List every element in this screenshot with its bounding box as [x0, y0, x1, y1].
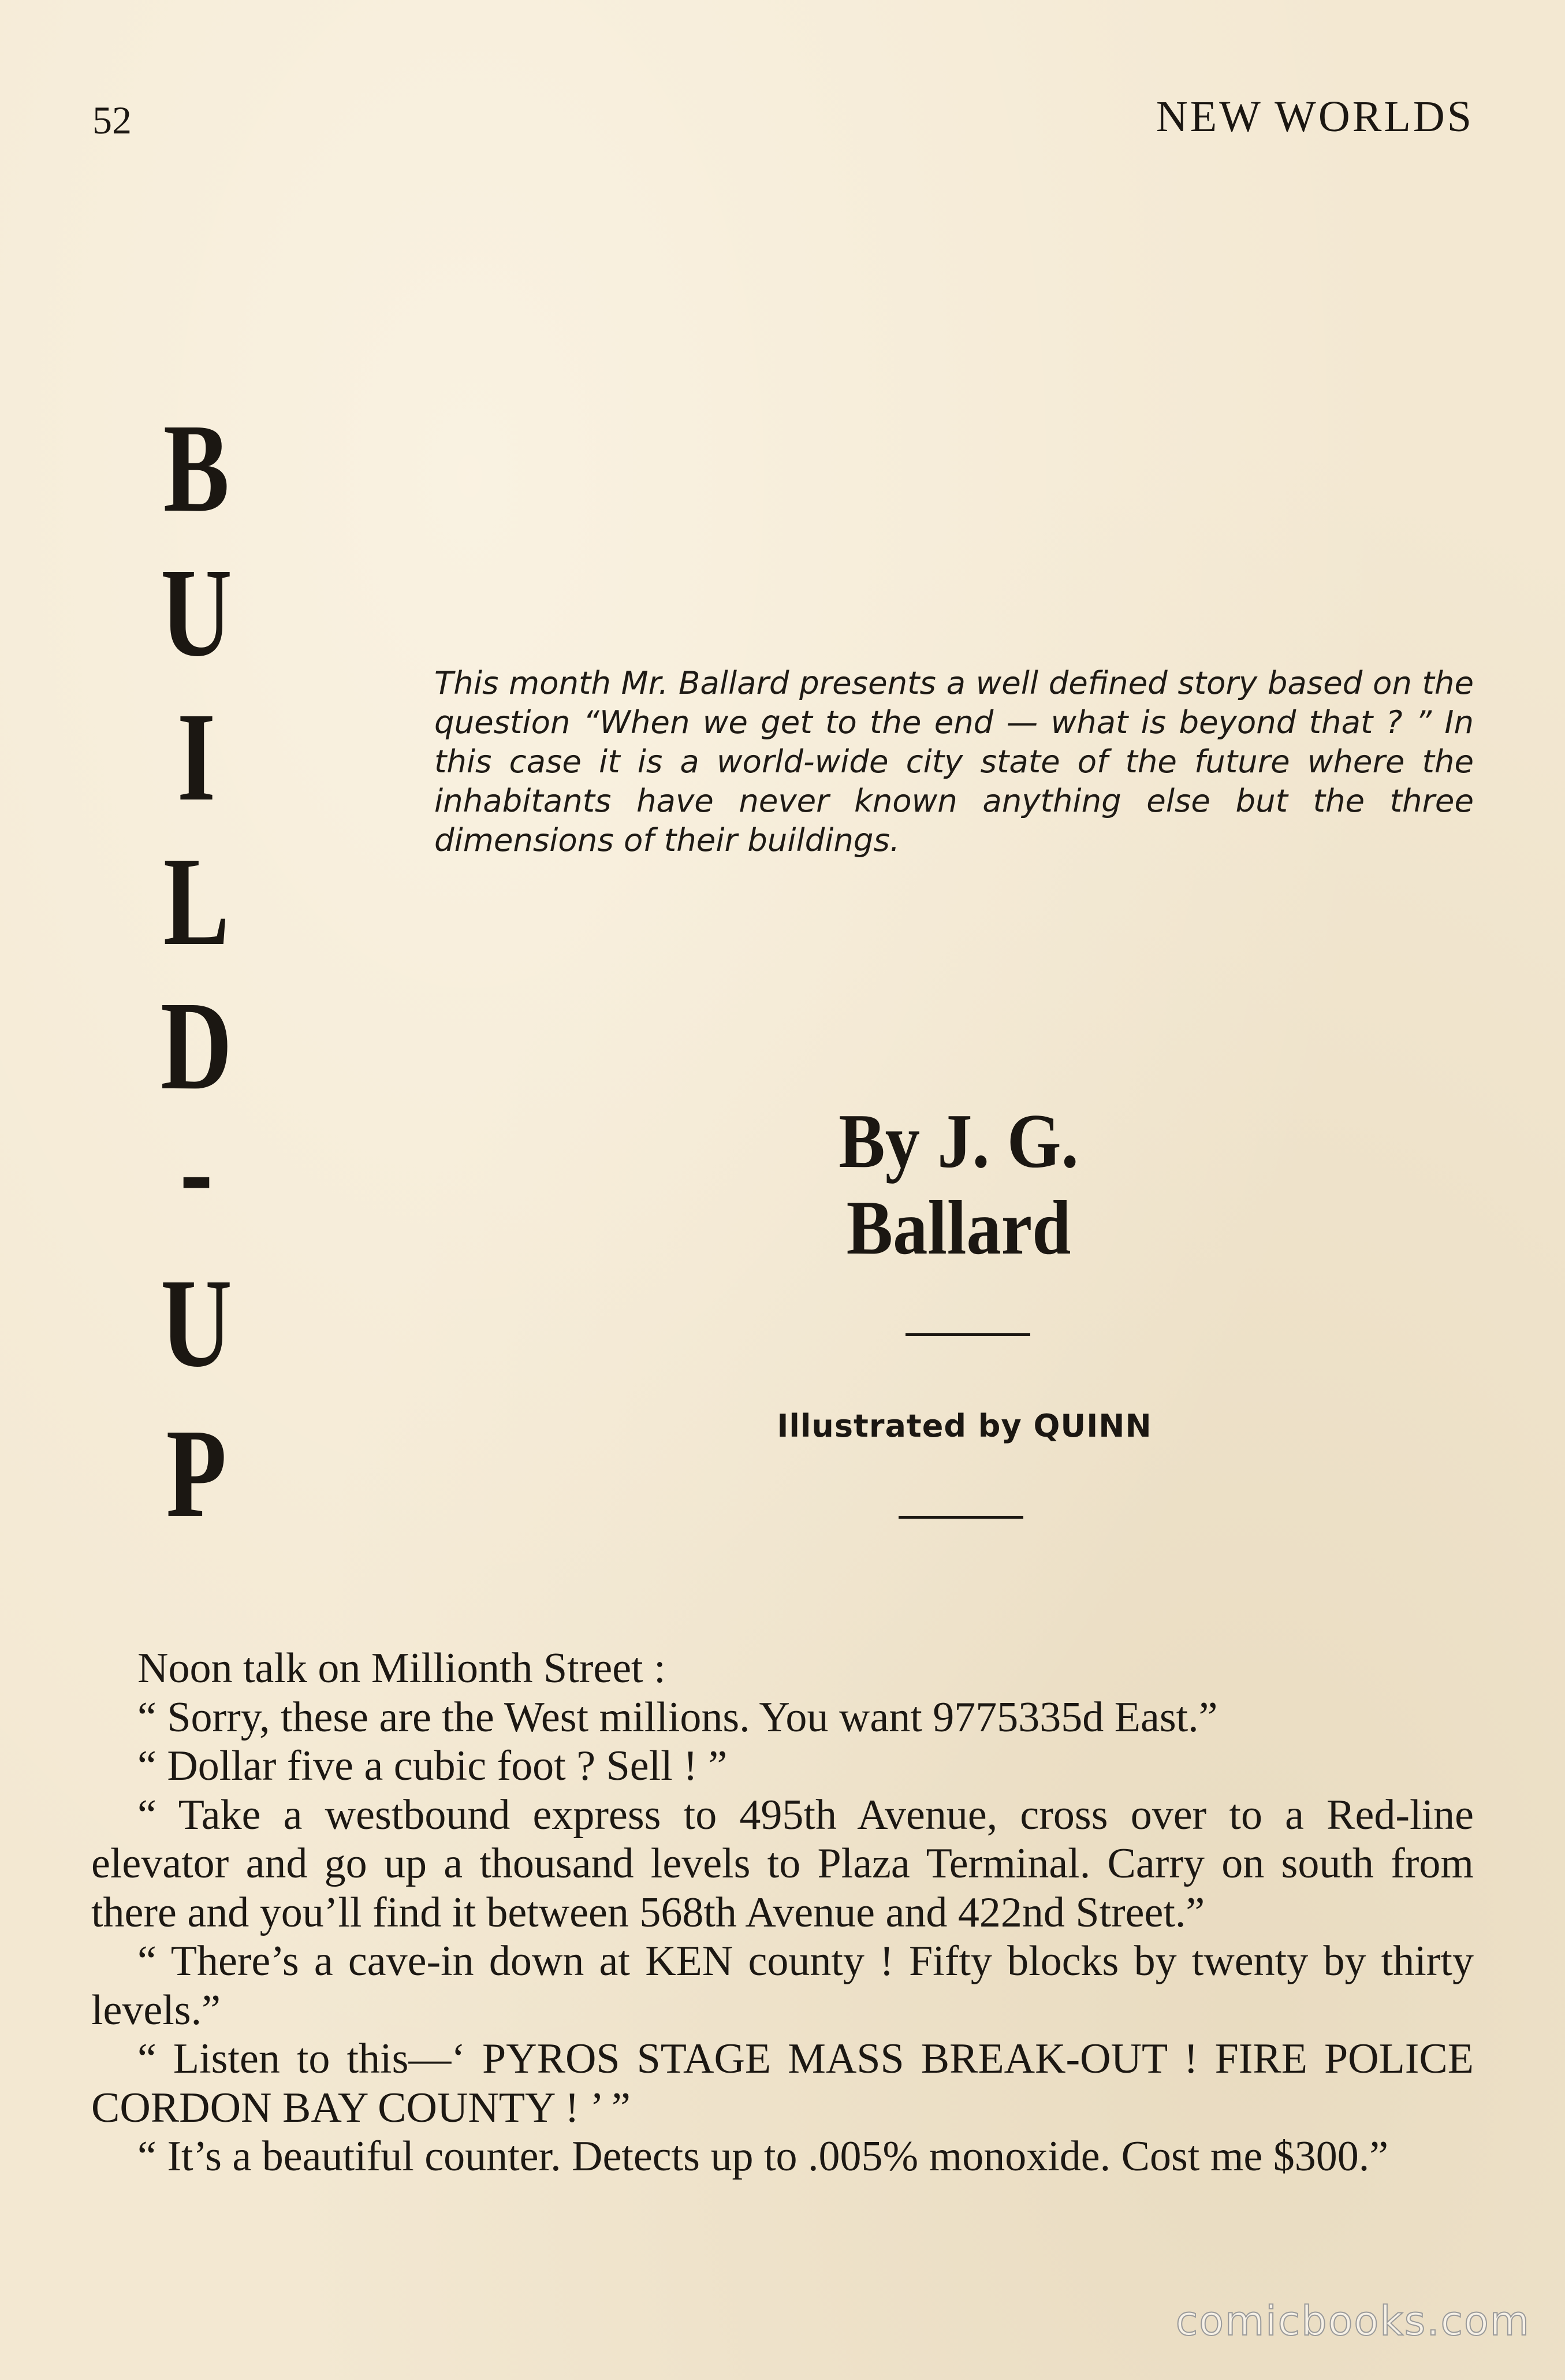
illustrator-credit: Illustrated by QUINN: [777, 1408, 1152, 1444]
title-letter: D: [161, 975, 232, 1116]
body-paragraph: “ Sorry, these are the West millions. You want 9775335d East.”: [137, 1693, 1218, 1741]
title-letter: U: [161, 1252, 232, 1393]
title-letter: I: [177, 686, 216, 827]
watermark: comicbooks.com: [1175, 2297, 1530, 2345]
body-paragraph: “ There’s a cave-in down at KEN county ! Fifty blocks by twenty by thirty levels.”: [91, 1938, 1474, 2034]
body-paragraph: Noon talk on Millionth Street :: [137, 1645, 666, 1692]
body-paragraph: “ Dollar five a cubic foot ? Sell ! ”: [137, 1742, 728, 1790]
author-byline: By J. G. Ballard: [839, 1098, 1079, 1270]
body-paragraph: “ It’s a beautiful counter. Detects up to .005% monoxide. Cost me $300.”: [137, 2133, 1389, 2180]
running-head: NEW WORLDS: [1156, 92, 1474, 141]
title-letter: L: [163, 831, 230, 972]
body-paragraph: “ Take a westbound express to 495th Avenue, cross over to a Red-line elevator and go up a thousand levels to Plaza Terminal. Carry on south from there and you’ll find it between 568th Avenue and 422nd Street.”: [91, 1791, 1474, 1936]
title-letter: U: [161, 542, 232, 683]
title-letter: B: [163, 397, 230, 538]
page-number: 52: [92, 98, 132, 142]
body-paragraph: “ Listen to this—‘ PYROS STAGE MASS BREAK-OUT ! FIRE POLICE CORDON BAY COUNTY ! ’ ”: [91, 2035, 1474, 2132]
story-teaser: This month Mr. Ballard presents a well defined story based on the question “When we get to the end — what is beyond that ? ” In this case it is a world-wide city state of the future where the inhabitants have never known anything else but the three dimensions of their buildings.: [434, 664, 1474, 858]
title-letter: P: [166, 1403, 227, 1544]
divider-rule: [906, 1333, 1030, 1336]
divider-rule: [899, 1516, 1023, 1519]
title-letter: -: [180, 1099, 213, 1240]
story-body: [91, 1644, 1474, 2181]
